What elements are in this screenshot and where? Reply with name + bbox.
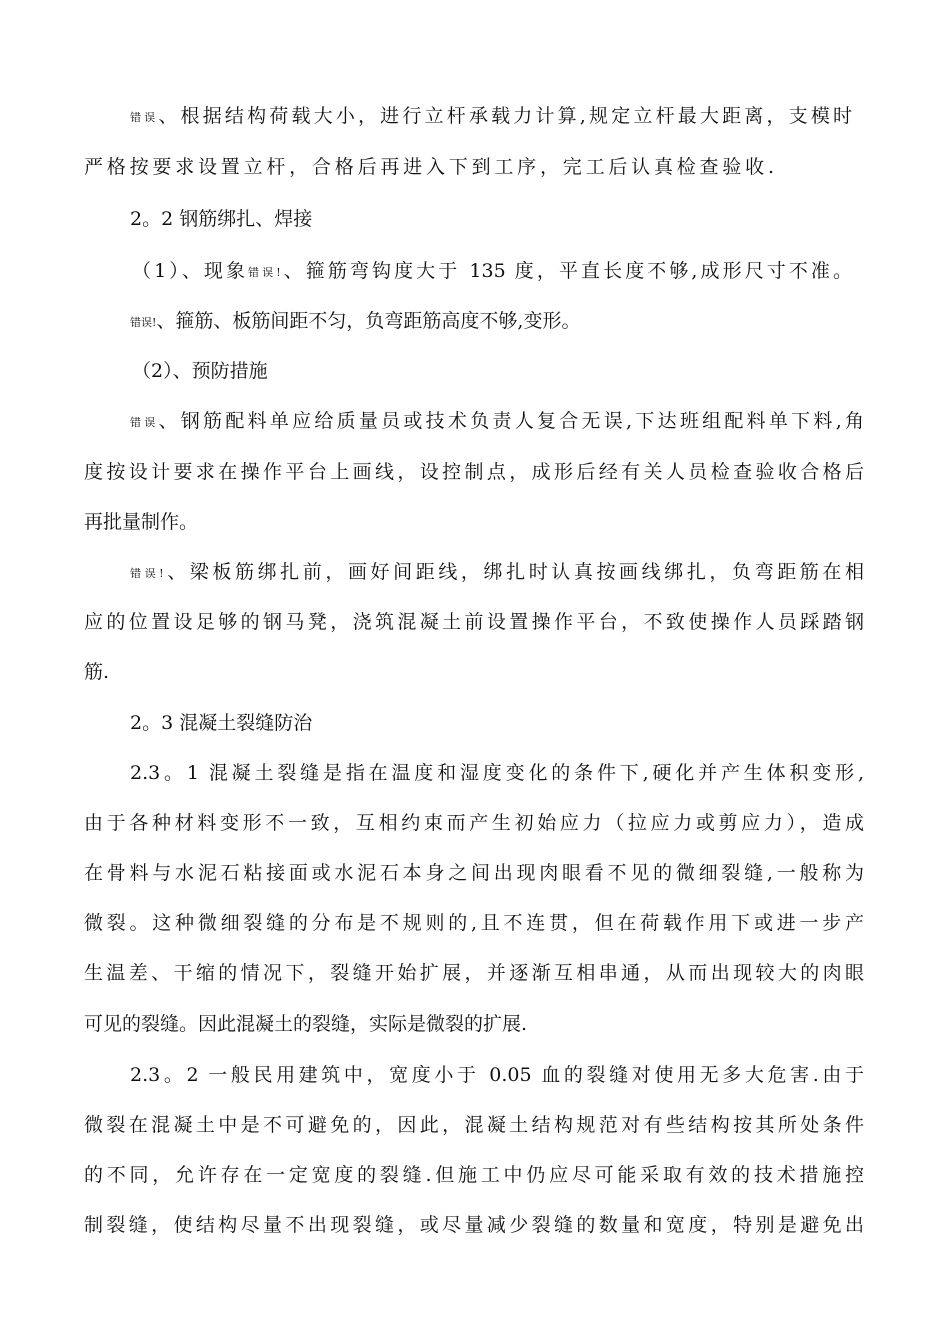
paragraph-text: 、箍筋、板筋间距不匀，负弯距筋高度不够,变形。	[156, 310, 581, 332]
paragraph-text: 应的位置设足够的钢马凳，浇筑混凝土前设置操作平台，不致使操作人员踩踏钢	[84, 611, 864, 633]
paragraph-line	[84, 1212, 864, 1238]
heading-text: 2。3 混凝土裂缝防治	[130, 712, 313, 734]
paragraph-line	[84, 659, 109, 685]
paragraph-line	[84, 860, 864, 886]
paragraph-line	[130, 308, 580, 334]
subheading-text: （2）、预防措施	[132, 360, 268, 382]
paragraph-line	[84, 1162, 864, 1188]
paragraph-text: 、梁板筋绑扎前，画好间距线，绑扎时认真按画线绑扎，负弯距筋在相	[163, 561, 864, 583]
heading-text: 2。2 钢筋绑扎、焊接	[130, 208, 313, 230]
paragraph-line	[84, 910, 864, 936]
paragraph-line	[130, 1062, 864, 1088]
paragraph-text: 严格按要求设置立杆，合格后再进入下到工序，完工后认真检查验收.	[84, 156, 774, 178]
paragraph-text: 2.3。2 一般民用建筑中，宽度小于 0.05 血的裂缝对使用无多大危害.由于	[130, 1064, 864, 1086]
paragraph-text: 制裂缝，使结构尽量不出现裂缝，或尽量减少裂缝的数量和宽度，特别是避免出	[84, 1214, 864, 1236]
paragraph-line	[84, 609, 864, 635]
paragraph-text: （1）、现象	[132, 260, 249, 282]
paragraph-text: 可见的裂缝。因此混凝土的裂缝，实际是微裂的扩展.	[84, 1013, 528, 1035]
paragraph-line	[84, 1112, 864, 1138]
paragraph-text: 微裂。这种微细裂缝的分布是不规则的,且不连贯，但在荷载作用下或进一步产	[84, 912, 864, 934]
paragraph-text: 度按设计要求在操作平台上画线，设控制点，成形后经有关人员检查验收合格后	[84, 461, 864, 483]
paragraph-line	[84, 509, 198, 535]
paragraph-line	[130, 408, 864, 434]
paragraph-text: 在骨料与水泥石粘接面或水泥石本身之间出现肉眼看不见的微细裂缝,一般称为	[84, 862, 864, 884]
subheading	[132, 358, 268, 384]
paragraph-line	[84, 1011, 527, 1037]
error-tag: 错误	[130, 416, 159, 429]
section-heading	[130, 710, 312, 736]
error-tag: 错误	[130, 111, 159, 124]
paragraph-text: 、根据结构荷载大小，进行立杆承载力计算,规定立杆最大距离，支模时	[158, 105, 853, 127]
paragraph-text: 微裂在混凝土中是不可避免的，因此，混凝土结构规范对有些结构按其所处条件	[84, 1114, 864, 1136]
section-heading	[130, 206, 312, 232]
paragraph-line	[84, 154, 774, 180]
paragraph-line	[84, 459, 864, 485]
paragraph-text: 、箍筋弯钩度大于 135 度，平直长度不够,成形尺寸不准。	[280, 260, 852, 282]
paragraph-text: 筋.	[84, 661, 110, 683]
error-tag: 错误!	[130, 316, 157, 329]
paragraph-text: 生温差、干缩的情况下，裂缝开始扩展，并逐渐互相串通，从而出现较大的肉眼	[84, 962, 864, 984]
paragraph-text: 2.3。1 混凝土裂缝是指在温度和湿度变化的条件下,硬化并产生体积变形,	[130, 762, 864, 784]
paragraph-line	[130, 559, 864, 585]
error-tag: 错误!	[248, 266, 281, 279]
paragraph-line	[130, 760, 864, 786]
paragraph-text: 、钢筋配料单应给质量员或技术负责人复合无误,下达班组配料单下料,角	[158, 410, 864, 432]
paragraph-text: 再批量制作。	[84, 511, 199, 533]
paragraph-text: 的不同，允许存在一定宽度的裂缝.但施工中仍应尽可能采取有效的技术措施控	[84, 1164, 864, 1186]
paragraph-line	[130, 103, 852, 129]
paragraph-line	[84, 810, 864, 836]
paragraph-text: 由于各种材料变形不一致，互相约束而产生初始应力（拉应力或剪应力），造成	[84, 812, 864, 834]
paragraph-line	[132, 258, 852, 284]
paragraph-line	[84, 960, 864, 986]
error-tag: 错误!	[130, 567, 164, 580]
